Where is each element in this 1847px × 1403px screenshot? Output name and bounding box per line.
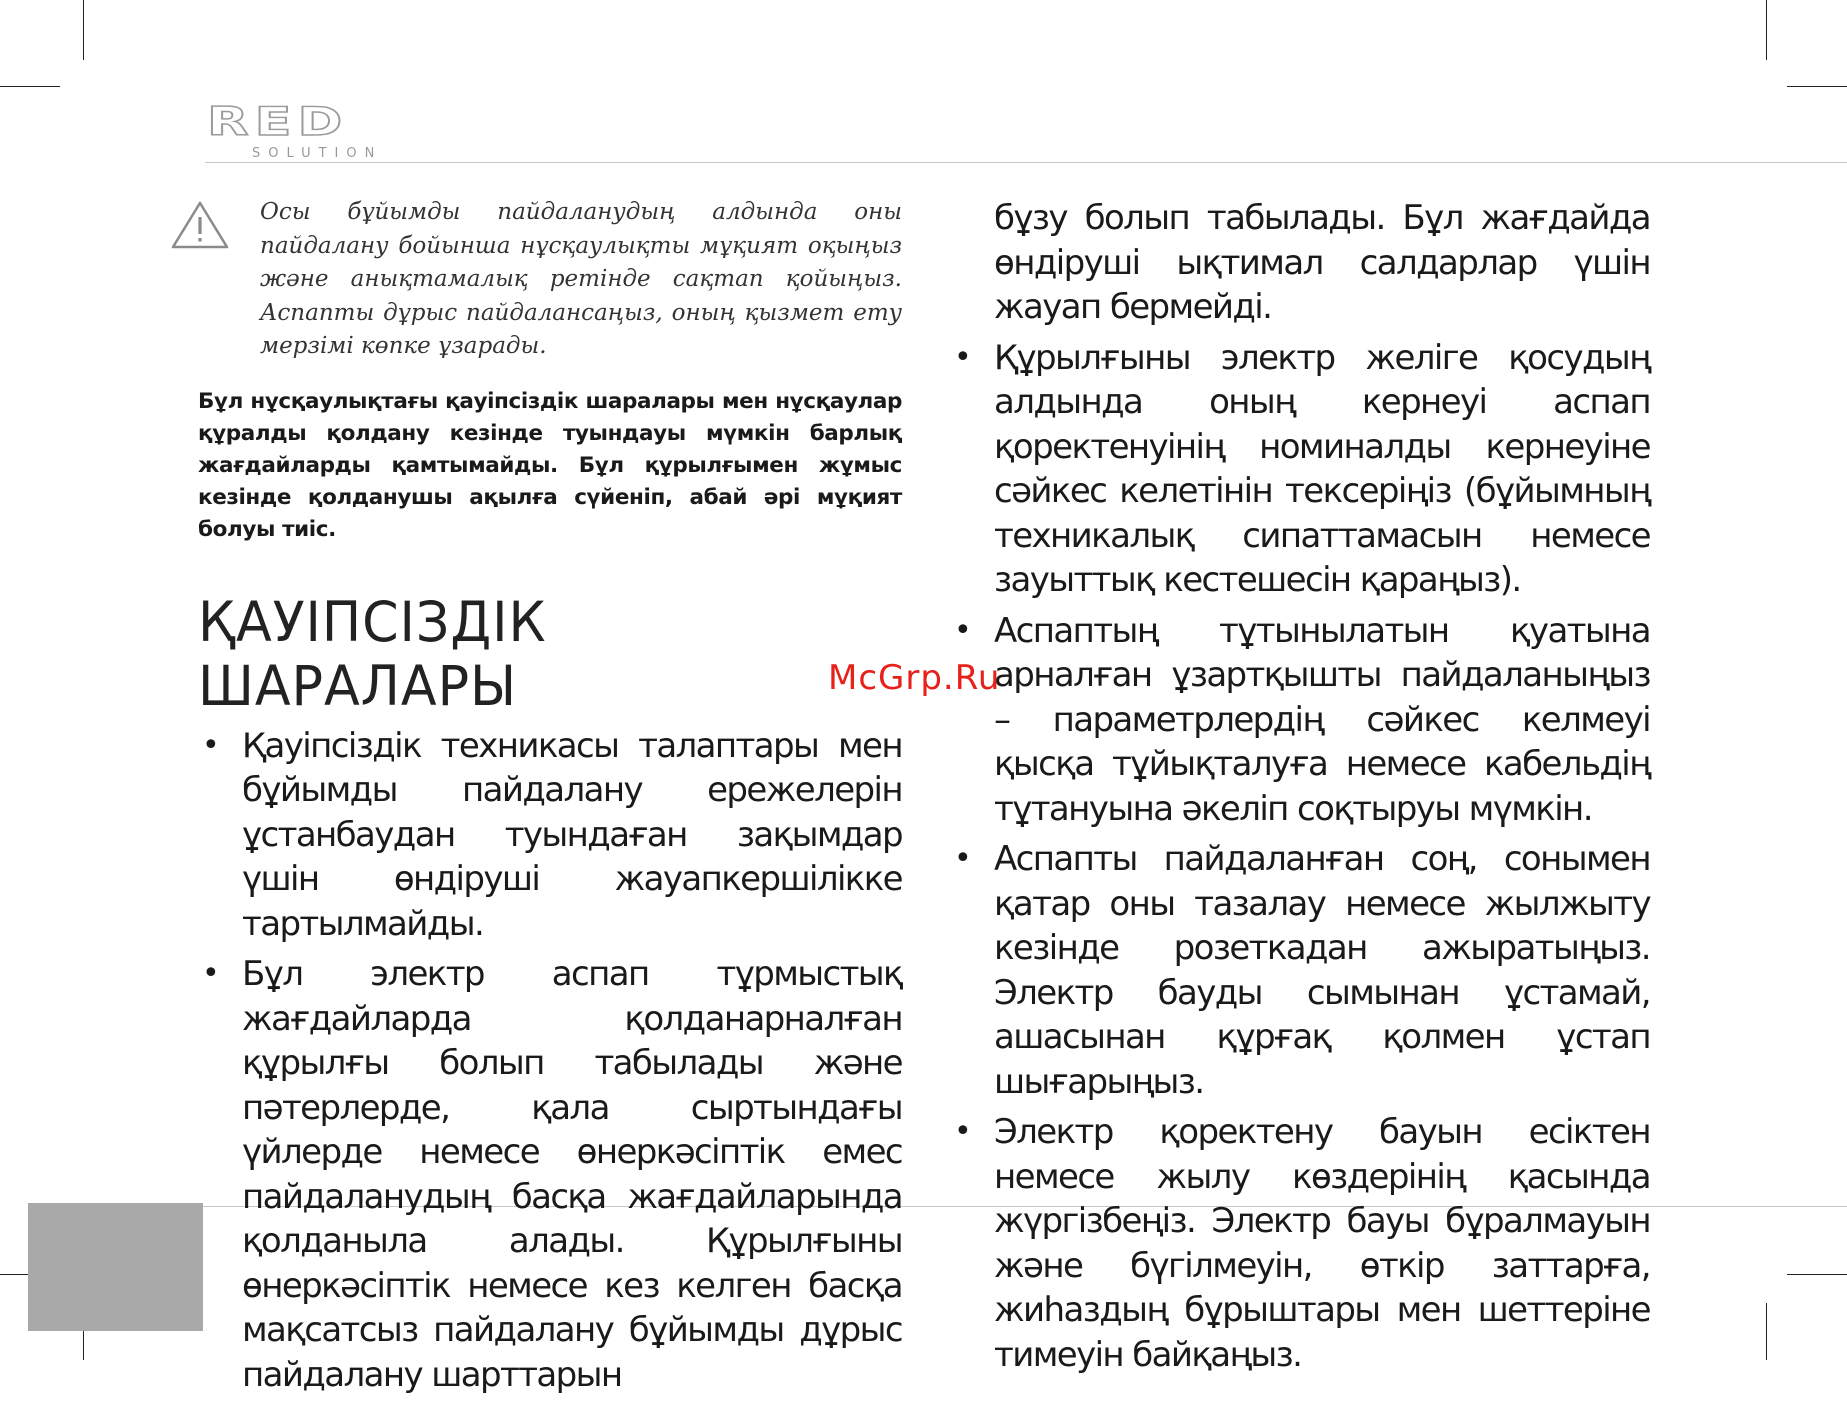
crop-mark <box>0 86 60 87</box>
list-item-text: Қауіпсіздік техникасы талаптары мен бұйымды пайдалану ережелерін ұстанбаудан туындаған зақымдар үшін өндіруші жауапкершілікке тартылмайды. <box>242 725 902 944</box>
crop-mark <box>1766 0 1767 60</box>
bullet-icon: • <box>202 956 219 991</box>
list-item <box>950 1110 1650 1377</box>
continued-text: бұзу болып табылады. Бұл жағдайда өндіруші ықтимал салдарлар үшін жауап бермейді. <box>994 198 1650 327</box>
list-item <box>950 609 1650 832</box>
page-number-tab <box>28 1203 203 1331</box>
list-item <box>198 952 902 1397</box>
crop-mark <box>1787 1274 1847 1275</box>
warning-text: Осы бұйымды пайдаланудың алдында оны пайдалану бойынша нұсқаулықты мұқият оқыңыз және анықтамалық ретінде сақтап қойыңыз. Аспапты дұрыс пайдалансаңыз, оның қызмет ету мерзімі көпке ұзарады. <box>260 199 902 359</box>
header-rule <box>205 162 1847 163</box>
crop-mark <box>83 0 84 60</box>
right-column <box>950 196 1650 1383</box>
list-item-text: Аспапты пайдаланған соң, сонымен қатар оны тазалау немесе жылжыту кезінде розеткадан ажыратыңыз. Электр бауды сымынан ұстамай, ашасынан құрғақ қолмен ұстап шығарыңыз. <box>994 839 1650 1102</box>
brand-name: RED <box>207 99 349 145</box>
list-item-text: Бұл электр аспап тұрмыстық жағдайларда қолданарналған құрылғы болып табылады және пәтерлерде, қала сыртындағы үйлерде немесе өнеркәсіптік емес пайдаланудың басқа жағдайларында қолданыла алады. Құрылғыны өнеркәсіптік немесе кез келген басқа мақсатсыз пайдалану бұйымды дұрыс пайдалану шарттарын <box>242 954 902 1395</box>
bullet-icon: • <box>202 727 219 763</box>
list-item <box>198 724 902 947</box>
bullet-icon: • <box>954 339 971 375</box>
brand-logo <box>207 99 397 161</box>
safety-notice: Бұл нұсқаулықтағы қауіпсіздік шаралары мен нұсқаулар құралды қолдану кезінде туындауы мүмкін барлық жағдайларды қамтымайды. Бұл құрылғымен жұмыс кезінде қолданушы ақылға сүйеніп, абай әрі мұқият болуы тиіс. <box>198 388 902 542</box>
list-item-text: Электр қоректену бауын есіктен немесе жылу көздерінің қасында жүргізбеңіз. Электр бауы бұралмауын және бүгілмеуін, өткір заттарға, жиһаздың бұрыштары мен шеттеріне тимеуін байқаңыз. <box>994 1112 1650 1375</box>
brand-sub: SOLUTION <box>252 146 383 161</box>
crop-mark <box>1766 1303 1767 1360</box>
list-item <box>950 336 1650 603</box>
list-item-text: Құрылғыны электр желіге қосудың алдында оның кернеуі аспап қоректенуінің номиналды кернеуіне сәйкес келетінін тексеріңіз (бұйымның техникалық сипаттамасын немесе зауыттық кестешесін қараңыз). <box>994 337 1650 600</box>
warning-block <box>170 196 902 364</box>
bullet-icon: • <box>954 1114 971 1149</box>
section-heading: ҚАУІПСІЗДІК ШАРАЛАРЫ <box>198 589 547 718</box>
list-item <box>950 837 1650 1104</box>
right-safety-list <box>950 336 1650 1378</box>
bullet-icon: • <box>954 841 971 876</box>
left-column <box>198 196 902 1403</box>
bullet-icon: • <box>954 612 971 648</box>
warning-triangle-icon <box>170 200 230 250</box>
left-safety-list <box>198 724 902 1398</box>
list-item-text: Аспаптың тұтынылатын қуатына арналған ұзартқышты пайдаланыңыз – параметрлердің сәйкес келмеуі қысқа тұйықталуға немесе кабельдің тұтануына әкеліп соқтыруы мүмкін. <box>994 610 1650 829</box>
crop-mark <box>1787 86 1847 87</box>
watermark: McGrp.Ru <box>828 658 1001 698</box>
